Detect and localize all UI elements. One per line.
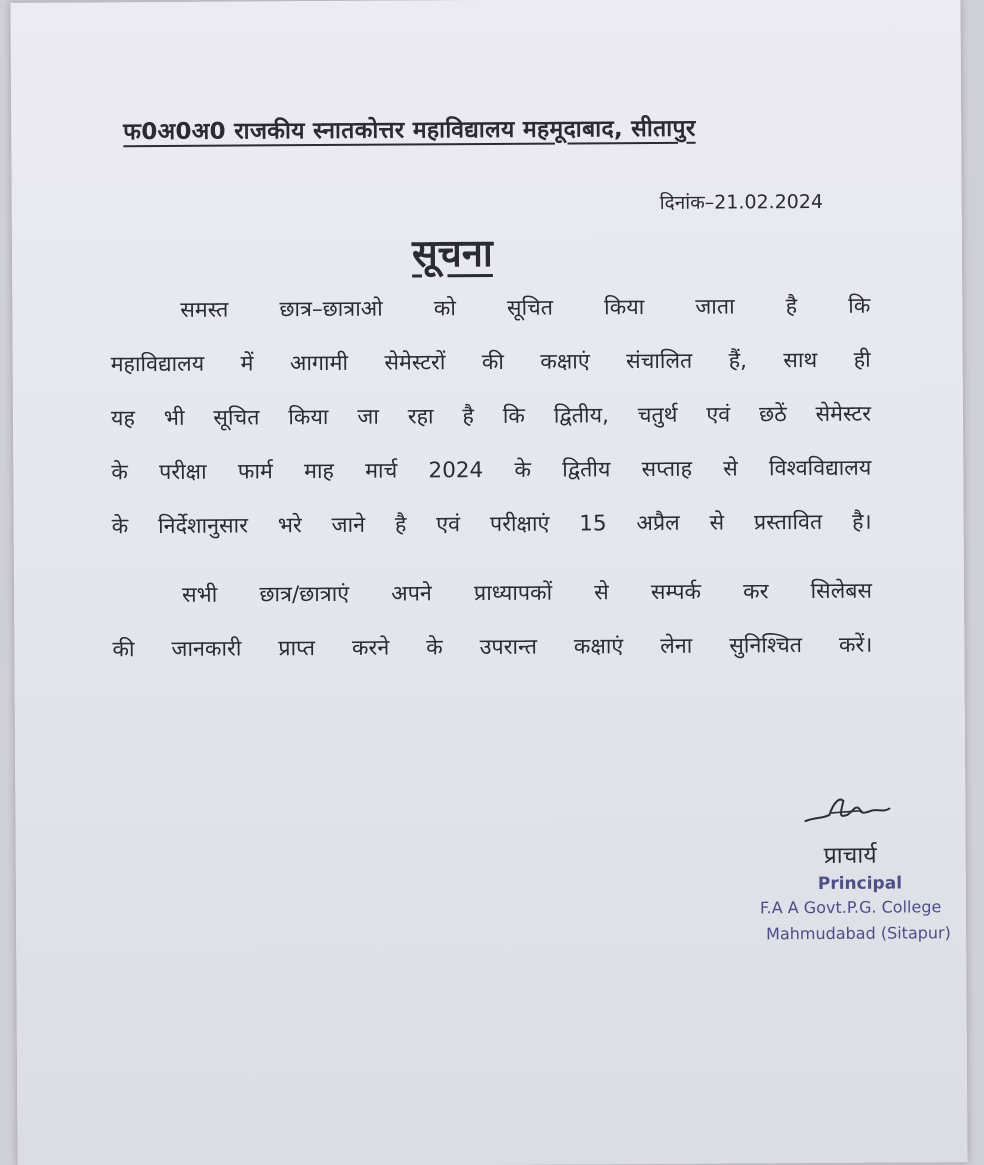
paragraph-line: की जानकारी प्राप्त करने के उपरान्त कक्षाएं लेना सुनिश्चित करें।	[112, 632, 873, 663]
paragraph-line: यह भी सूचित किया जा रहा है कि द्वितीय, चतुर्थ एवं छठें सेमेस्टर	[110, 401, 872, 432]
stamp-place: Mahmudabad (Sitapur)	[766, 923, 951, 944]
signature-scribble	[801, 791, 893, 832]
notice-content	[10, 0, 967, 1165]
signatory-title: प्राचार्य	[823, 842, 877, 869]
paragraph-line: सभी छात्र/छात्राएं अपने प्राध्यापकों से सम्पर्क कर सिलेबस	[181, 578, 873, 608]
paragraph-line: समस्त छात्र–छात्राओ को सूचित किया जाता है कि	[180, 293, 871, 323]
notice-date: दिनांक–21.02.2024	[659, 190, 824, 214]
stamp-principal: Principal	[817, 873, 903, 894]
college-name-heading: फ0अ0अ0 राजकीय स्नातकोत्तर महाविद्यालय महमूदाबाद, सीतापुर	[123, 115, 696, 146]
paragraph-line: के निर्देशानुसार भरे जाने है एवं परीक्षाएं 15 अप्रैल से प्रस्तावित है।	[111, 509, 872, 540]
paragraph-line: महाविद्यालय में आगामी सेमेस्टरों की कक्षाएं संचालित हैं, साथ ही	[110, 347, 871, 378]
notice-paragraph-1	[110, 280, 872, 555]
notice-paper	[10, 0, 967, 1165]
notice-title: सूचना	[411, 230, 493, 276]
paragraph-line: के परीक्षा फार्म माह मार्च 2024 के द्वितीय सप्ताह से विश्वविद्यालय	[111, 455, 872, 486]
notice-paragraph-2	[112, 565, 873, 678]
stamp-college-name: F.A A Govt.P.G. College	[759, 897, 942, 918]
